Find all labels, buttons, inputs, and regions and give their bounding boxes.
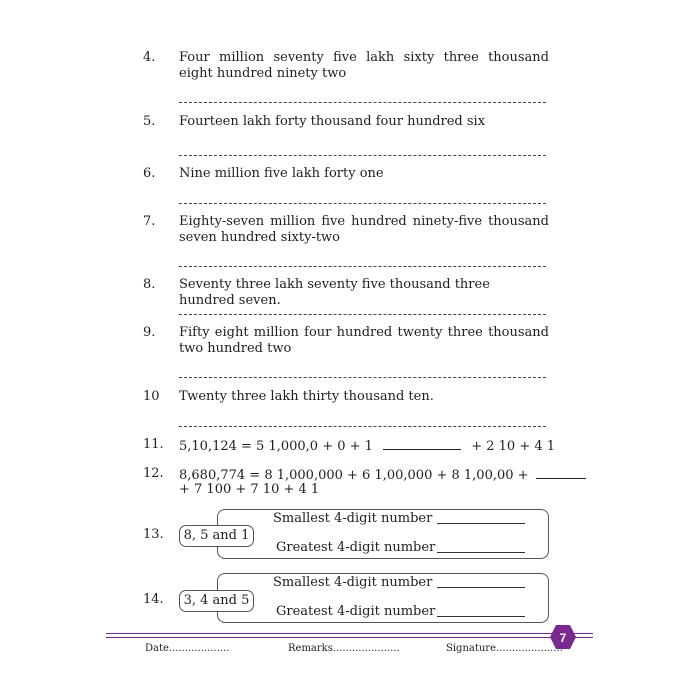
answer-line[interactable]	[179, 266, 546, 267]
digits-label: 3, 4 and 5	[179, 590, 254, 612]
question-text: Fourteen lakh forty thousand four hundred six	[179, 114, 486, 129]
question-number: 13.	[143, 527, 164, 542]
answer-line[interactable]	[179, 155, 546, 156]
greatest-answer-blank[interactable]	[437, 552, 525, 553]
question-number: 12.	[143, 466, 164, 481]
question-text: Eighty-seven million five hundred ninety-five thousand seven hundred sixty-two	[179, 214, 549, 245]
footer-divider	[106, 637, 593, 638]
question-number: 8.	[143, 277, 156, 292]
expansion-text: 8,680,774 = 8 1,000,000 + 6 1,00,000 + 8 1,00,00 +	[179, 468, 529, 483]
question-number: 10	[143, 389, 160, 404]
expansion-line2: + 7 100 + 7 10 + 4 1	[179, 482, 320, 497]
expansion-left: 5,10,124 = 5 1,000,0 + 0 + 1	[179, 439, 373, 454]
page-number: 7	[559, 631, 567, 645]
smallest-answer-blank[interactable]	[437, 587, 525, 588]
question-text: Seventy three lakh seventy five thousand three hundred seven.	[179, 277, 490, 308]
question-number: 7.	[143, 214, 156, 229]
question-number: 11.	[143, 437, 164, 452]
expansion-right: + 2 10 + 4 1	[471, 439, 556, 454]
answer-line[interactable]	[179, 377, 546, 378]
answer-blank[interactable]	[536, 466, 586, 479]
question-text: Fifty eight million four hundred twenty three thousand two hundred two	[179, 325, 549, 356]
answer-line[interactable]	[179, 314, 546, 315]
question-number: 9.	[143, 325, 156, 340]
question-number: 5.	[143, 114, 156, 129]
answer-line[interactable]	[179, 102, 546, 103]
digits-label: 8, 5 and 1	[179, 525, 254, 547]
answer-line[interactable]	[179, 426, 546, 427]
greatest-label: Greatest 4-digit number	[276, 540, 436, 555]
greatest-label: Greatest 4-digit number	[276, 604, 436, 619]
greatest-answer-blank[interactable]	[437, 616, 525, 617]
footer-divider	[106, 633, 593, 634]
question-text: Nine million five lakh forty one	[179, 166, 384, 181]
question-text: Twenty three lakh thirty thousand ten.	[179, 389, 434, 404]
question-number: 4.	[143, 50, 156, 65]
smallest-label: Smallest 4-digit number	[273, 511, 433, 526]
question-text: Four million seventy five lakh sixty three thousand eight hundred ninety two	[179, 50, 549, 81]
date-field[interactable]: Date...................	[145, 643, 230, 654]
question-number: 6.	[143, 166, 156, 181]
smallest-label: Smallest 4-digit number	[273, 575, 433, 590]
signature-field[interactable]: Signature.....................	[446, 643, 563, 654]
expansion-text	[179, 437, 555, 455]
smallest-answer-blank[interactable]	[437, 523, 525, 524]
answer-line[interactable]	[179, 203, 546, 204]
remarks-field[interactable]: Remarks.....................	[288, 643, 400, 654]
question-number: 14.	[143, 592, 164, 607]
answer-blank[interactable]	[383, 437, 461, 450]
